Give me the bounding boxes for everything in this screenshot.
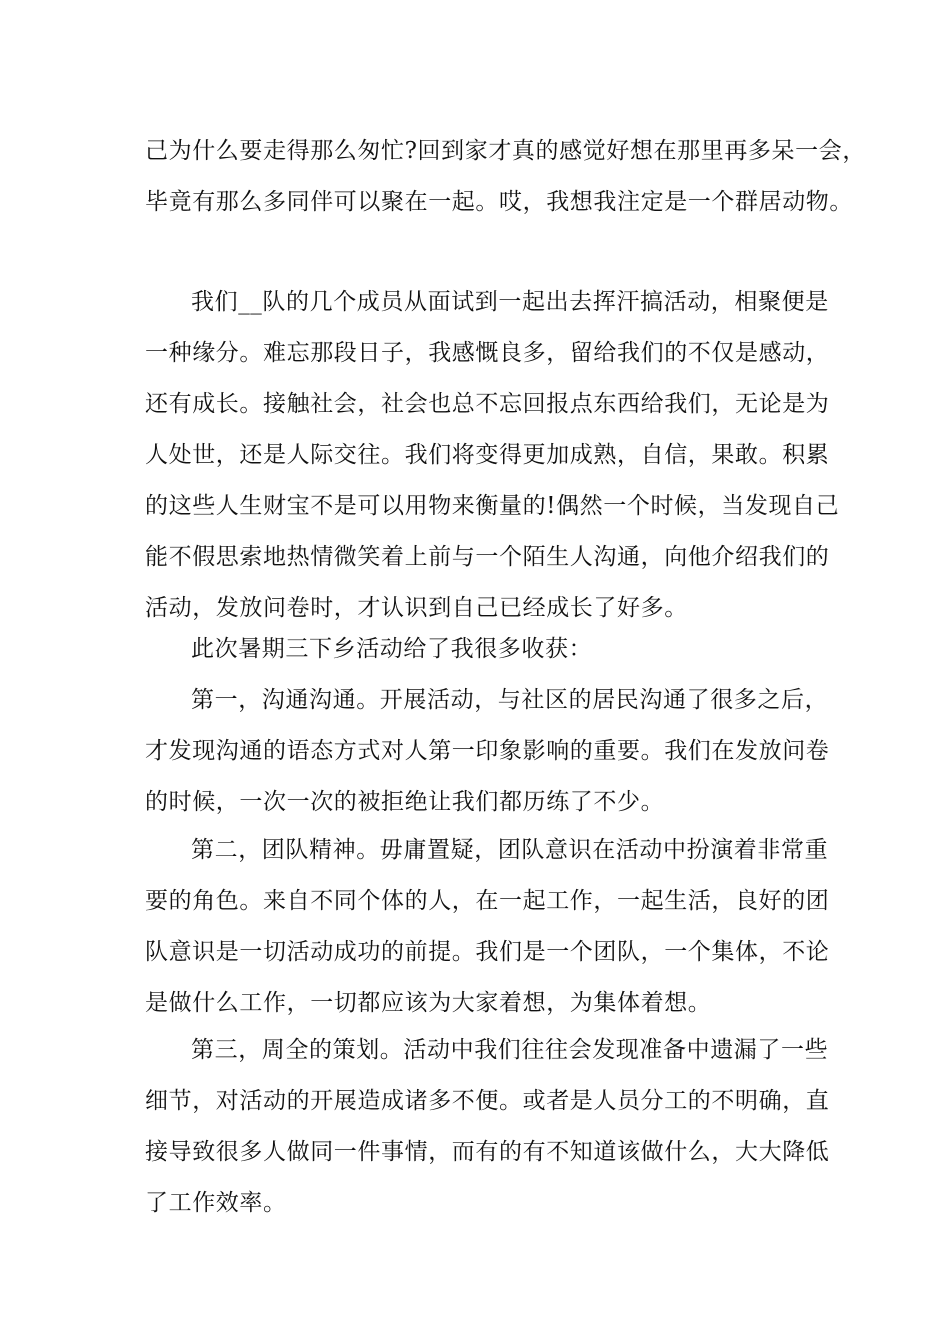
text-line: 毕竟有那么多同伴可以聚在一起。哎，我想我注定是一个群居动物。 [145, 189, 853, 215]
text-line: 第二，团队精神。毋庸置疑，团队意识在活动中扮演着非常重 [191, 837, 829, 863]
text-line: 活动，发放问卷时，才认识到自己已经成长了好多。 [145, 595, 688, 621]
text-line: 一种缘分。难忘那段日子，我感慨良多，留给我们的不仅是感动， [145, 340, 830, 366]
text-line: 第三，周全的策划。活动中我们往往会发现准备中遗漏了一些 [191, 1037, 829, 1063]
text-line: 己为什么要走得那么匆忙?回到家才真的感觉好想在那里再多呆一会， [145, 138, 866, 164]
text-line: 了工作效率。 [145, 1190, 287, 1216]
paragraph-point-three [145, 1025, 830, 1229]
text-line: 能不假思索地热情微笑着上前与一个陌生人沟通，向他介绍我们的 [145, 544, 830, 570]
text-line: 接导致很多人做同一件事情，而有的有不知道该做什么，大大降低 [145, 1139, 830, 1165]
text-line: 的时候，一次一次的被拒绝让我们都历练了不少。 [145, 789, 665, 815]
text-line: 第一，沟通沟通。开展活动，与社区的居民沟通了很多之后， [191, 687, 829, 713]
text-line: 此次暑期三下乡活动给了我很多收获： [191, 636, 593, 662]
text-line: 细节，对活动的开展造成诸多不便。或者是人员分工的不明确，直 [145, 1088, 830, 1114]
text-line: 的这些人生财宝不是可以用物来衡量的!偶然一个时候，当发现自己 [145, 493, 840, 519]
paragraph-team-reflection [145, 277, 840, 634]
text-line: 要的角色。来自不同个体的人，在一起工作，一起生活，良好的团 [145, 888, 830, 914]
paragraph-point-one [145, 675, 830, 828]
text-line: 还有成长。接触社会，社会也总不忘回报点东西给我们，无论是为 [145, 391, 830, 417]
paragraph-point-two [145, 825, 830, 1029]
text-line: 我们__队的几个成员从面试到一起出去挥汗搞活动，相聚便是 [191, 289, 829, 315]
paragraph-continuation [145, 126, 866, 228]
text-line: 才发现沟通的语态方式对人第一印象影响的重要。我们在发放问卷 [145, 738, 830, 764]
text-line: 人处世，还是人际交往。我们将变得更加成熟，自信，果敢。积累 [145, 442, 830, 468]
text-line: 队意识是一切活动成功的前提。我们是一个团队，一个集体，不论 [145, 939, 830, 965]
text-line: 是做什么工作，一切都应该为大家着想，为集体着想。 [145, 990, 712, 1016]
paragraph-harvest-intro [145, 624, 815, 675]
